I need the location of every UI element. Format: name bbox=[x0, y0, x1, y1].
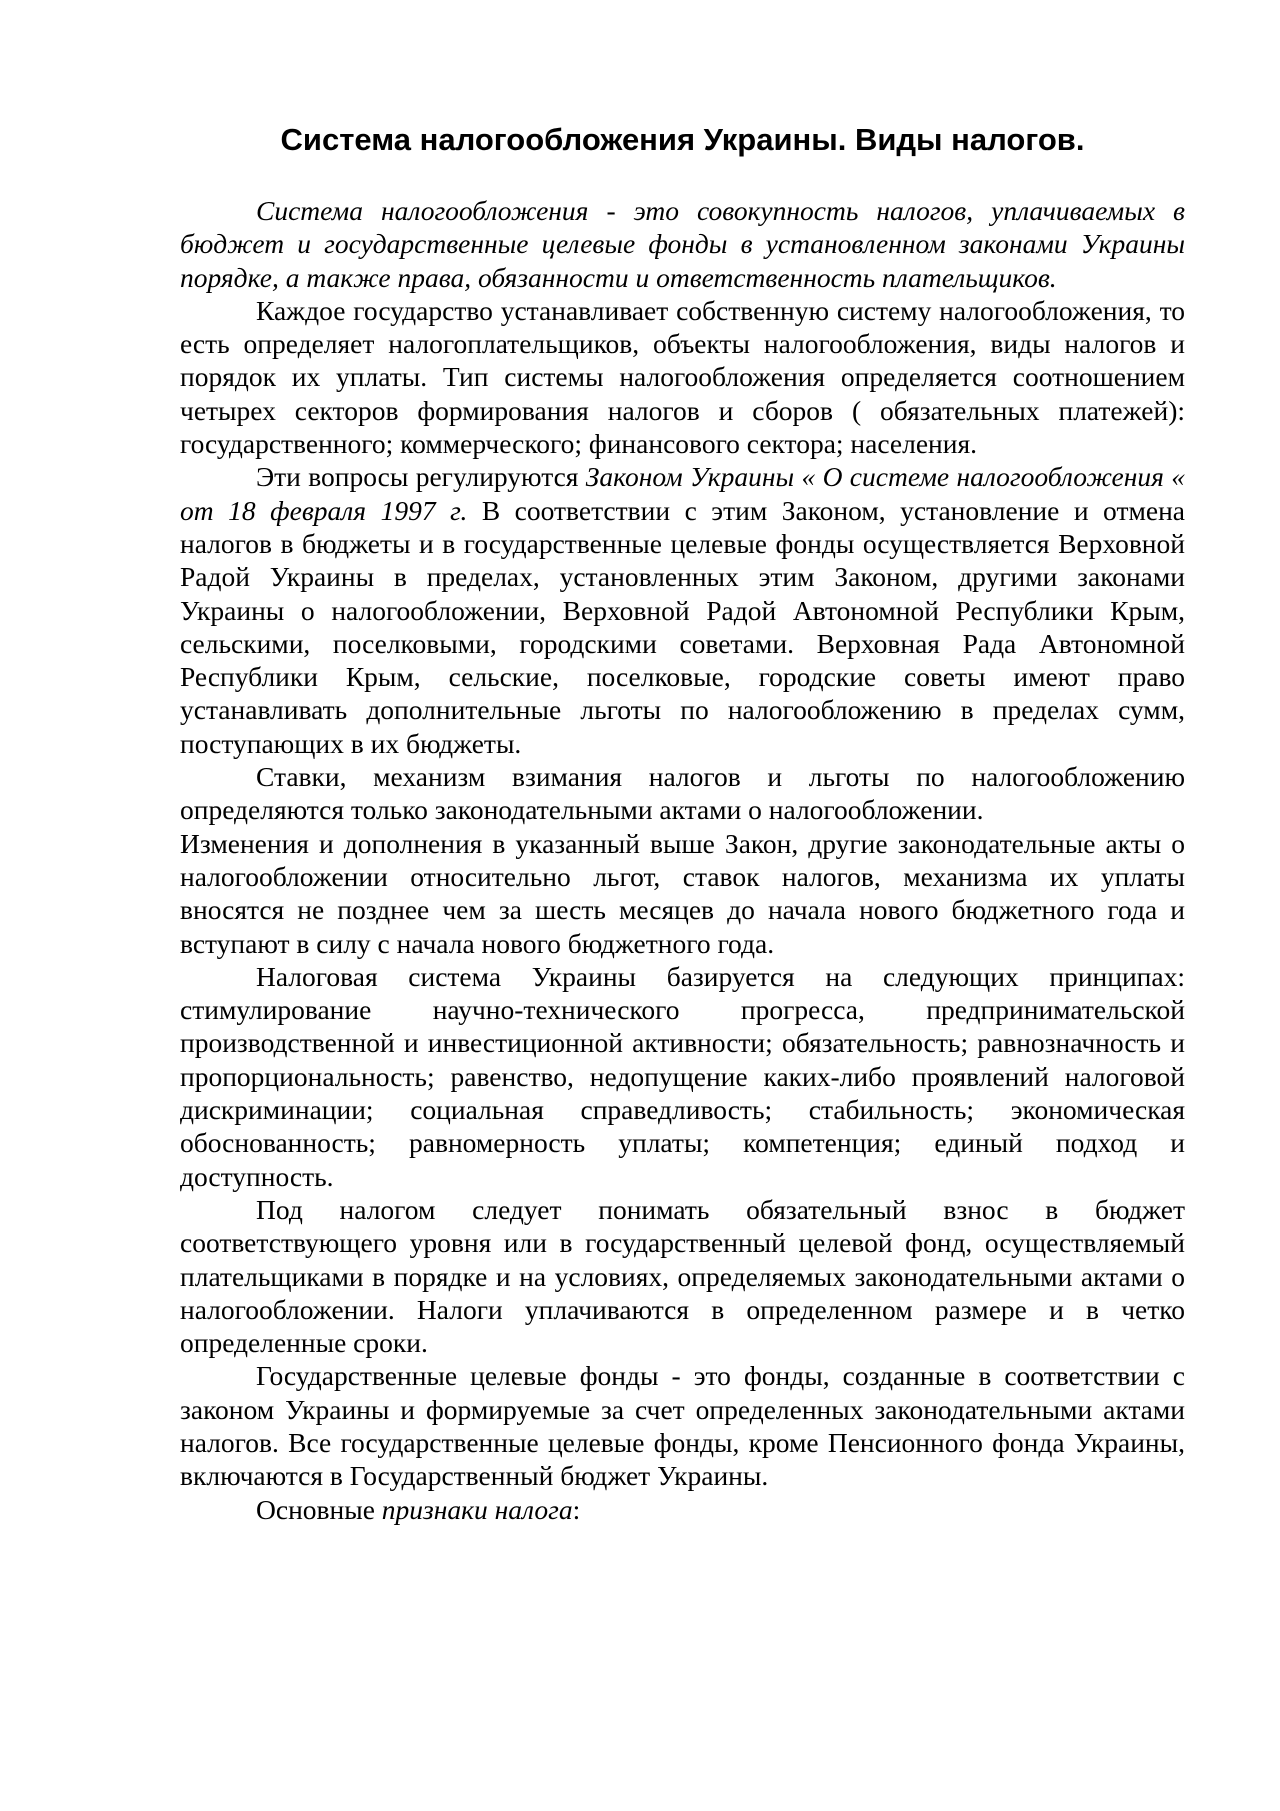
paragraph-law bbox=[180, 460, 1185, 760]
paragraph-definition bbox=[180, 194, 1185, 294]
paragraph-state-system: Каждое государство устанавливает собственную систему налогообложения, то есть определяет налогоплательщиков, объекты налогообложения, виды налогов и порядок их уплаты. Тип системы налогообложения определяется соотношением четырех секторов формирования налогов и сборов ( обязательных платежей): государственного; коммерческого; финансового сектора; населения. bbox=[180, 294, 1185, 460]
paragraph-rates: Ставки, механизм взимания налогов и льготы по налогообложению определяются только законодательными актами о налогообложении. bbox=[180, 761, 1185, 826]
definition-text: Система налогообложения - это совокупность налогов, уплачиваемых в бюджет и государственные целевые фонды в установленном законами Украины порядке, а также права, обязанности и ответственность плательщиков. bbox=[180, 195, 1185, 293]
paragraph-target-funds: Государственные целевые фонды - это фонды, созданные в соответствии с законом Украины и формируемые за счет определенных законодательными актами налогов. Все государственные целевые фонды, кроме Пенсионного фонда Украины, включаются в Государственный бюджет Украины. bbox=[180, 1360, 1185, 1492]
paragraph-principles: Налоговая система Украины базируется на следующих принципах: стимулирование научно-технического прогресса, предпринимательской производственной и инвестиционной активности; обязательность; равнозначность и пропорциональность; равенство, недопущение каких-либо проявлений налоговой дискриминации; социальная справедливость; стабильность; экономическая обоснованность; равномерность уплаты; компетенция; единый подход и доступность. bbox=[180, 960, 1185, 1192]
document-title: Система налогообложения Украины. Виды налогов. bbox=[280, 122, 1085, 157]
features-colon: : bbox=[572, 1493, 581, 1525]
paragraph-tax-definition: Под налогом следует понимать обязательный взнос в бюджет соответствующего уровня или в государственный целевой фонд, осуществляемый плательщиками в порядке и на условиях, определяемых законодательными актами о налогообложении. Налоги уплачиваются в определенном размере и в четко определенные сроки. bbox=[180, 1193, 1185, 1359]
law-reference: Законом Украины « О системе налогообложения « от 18 февраля 1997 г. bbox=[180, 461, 1186, 526]
law-lead-text: Эти вопросы регулируются bbox=[256, 461, 586, 493]
paragraph-amendments: Изменения и дополнения в указанный выше Закон, другие законодательные акты о налогообложении относительно льгот, ставок налогов, механизма их уплаты вносятся не позднее чем за шесть месяцев до начала нового бюджетного года и вступают в силу с начала нового бюджетного года. bbox=[180, 827, 1185, 959]
features-lead-text: Основные bbox=[256, 1493, 382, 1525]
document-body bbox=[180, 194, 1185, 1526]
paragraph-tax-features bbox=[180, 1493, 1185, 1526]
law-body-text: В соответствии с этим Законом, установление и отмена налогов в бюджеты и в государственные целевые фонды осуществляется Верховной Радой Украины в пределах, установленных этим Законом, другими законами Украины о налогообложении, Верховной Радой Автономной Республики Крым, сельскими, поселковыми, городскими советами. Верховная Рада Автономной Республики Крым, сельские, поселковые, городские советы имеют право устанавливать дополнительные льготы по налогообложению в пределах сумм, поступающих в их бюджеты. bbox=[180, 494, 1185, 759]
features-term: признаки налога bbox=[381, 1493, 573, 1525]
